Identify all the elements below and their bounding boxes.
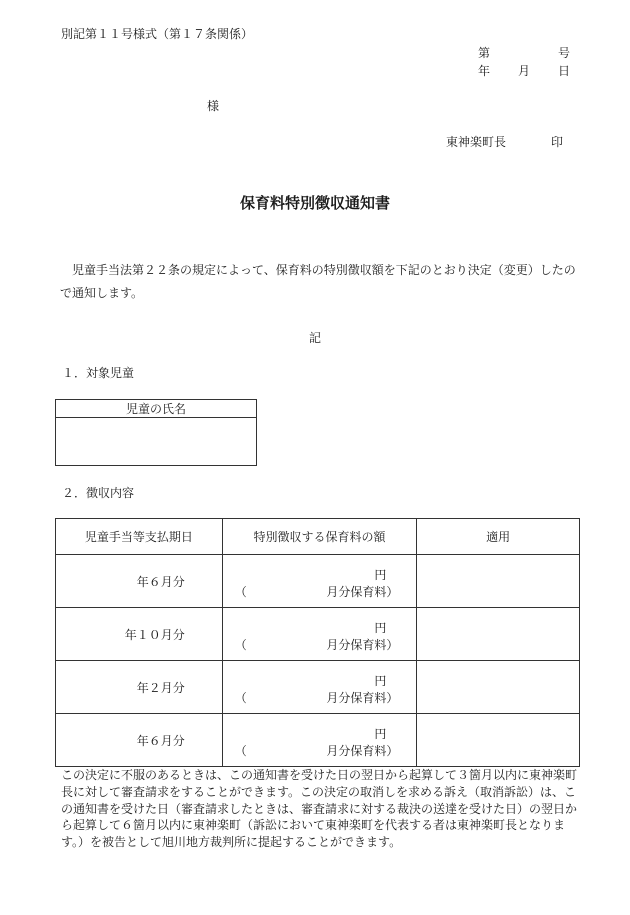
document-number-prefix: 第 (478, 46, 491, 60)
payment-date-cell: 年６月分 (56, 555, 223, 608)
month-fee-label: 月分保育料） (326, 691, 399, 705)
yen-label: 円 (374, 674, 387, 688)
remarks-cell (417, 714, 580, 767)
ki-label: 記 (308, 331, 321, 345)
yen-label: 円 (374, 621, 387, 635)
month-fee-label: 月分保育料） (326, 744, 399, 758)
fee-amount-header: 特別徴収する保育料の額 (222, 519, 417, 555)
issuer-name: 東神楽町長 (446, 135, 507, 149)
date-day: 日 (558, 64, 571, 78)
payment-date-cell: 年６月分 (56, 714, 223, 767)
remarks-cell (417, 661, 580, 714)
document-title: 保育料特別徴収通知書 (239, 194, 390, 212)
paren-open: （ (234, 638, 247, 652)
paren-open: （ (234, 744, 247, 758)
paren-open: （ (234, 691, 247, 705)
child-name-header: 児童の氏名 (56, 400, 257, 418)
month-fee-label: 月分保育料） (326, 638, 399, 652)
remarks-header: 適用 (417, 519, 580, 555)
document-number-suffix: 号 (558, 46, 571, 60)
yen-label: 円 (374, 568, 387, 582)
child-name-table (55, 399, 257, 466)
month-fee-label: 月分保育料） (326, 585, 399, 599)
table-row (56, 555, 580, 608)
paren-open: （ (234, 585, 247, 599)
payment-date-header: 児童手当等支払期日 (56, 519, 223, 555)
table-row (56, 661, 580, 714)
fee-amount-cell (222, 555, 417, 608)
remarks-cell (417, 608, 580, 661)
date-month: 月 (518, 64, 531, 78)
payment-date-cell: 年１０月分 (56, 608, 223, 661)
fee-amount-cell (222, 608, 417, 661)
table-row (56, 714, 580, 767)
payment-date-cell: 年２月分 (56, 661, 223, 714)
section-target-child: １．対象児童 (62, 366, 135, 380)
fee-amount-cell (222, 714, 417, 767)
section-collection-content: ２．徴収内容 (62, 486, 135, 500)
collection-table-header-row (56, 519, 580, 555)
child-name-cell (56, 418, 257, 466)
date-year: 年 (478, 64, 491, 78)
addressee-suffix: 様 (207, 99, 220, 113)
fee-amount-cell (222, 661, 417, 714)
table-row (56, 608, 580, 661)
remarks-cell (417, 555, 580, 608)
body-text: 児童手当法第２２条の規定によって、保育料の特別徴収額を下記のとおり決定（変更）したので通知します。 (60, 263, 576, 300)
appeal-notice: この決定に不服のあるときは、この通知書を受けた日の翌日から起算して３箇月以内に東神楽町長に対して審査請求をすることができます。この決定の取消しを求める訴え（取消訴訟）は、この通知書を受けた日（審査請求したときは、審査請求に対する裁決の送達を受けた日）の翌日から起算して６箇月以内に東神楽町（訴訟において東神楽町を代表する者は東神楽町長となります。）を被告として旭川地方裁判所に提起することができます。 (61, 768, 578, 850)
seal-mark: 印 (551, 135, 564, 149)
collection-table (55, 518, 580, 767)
form-label: 別記第１１号様式（第１７条関係） (61, 27, 254, 41)
yen-label: 円 (374, 727, 387, 741)
